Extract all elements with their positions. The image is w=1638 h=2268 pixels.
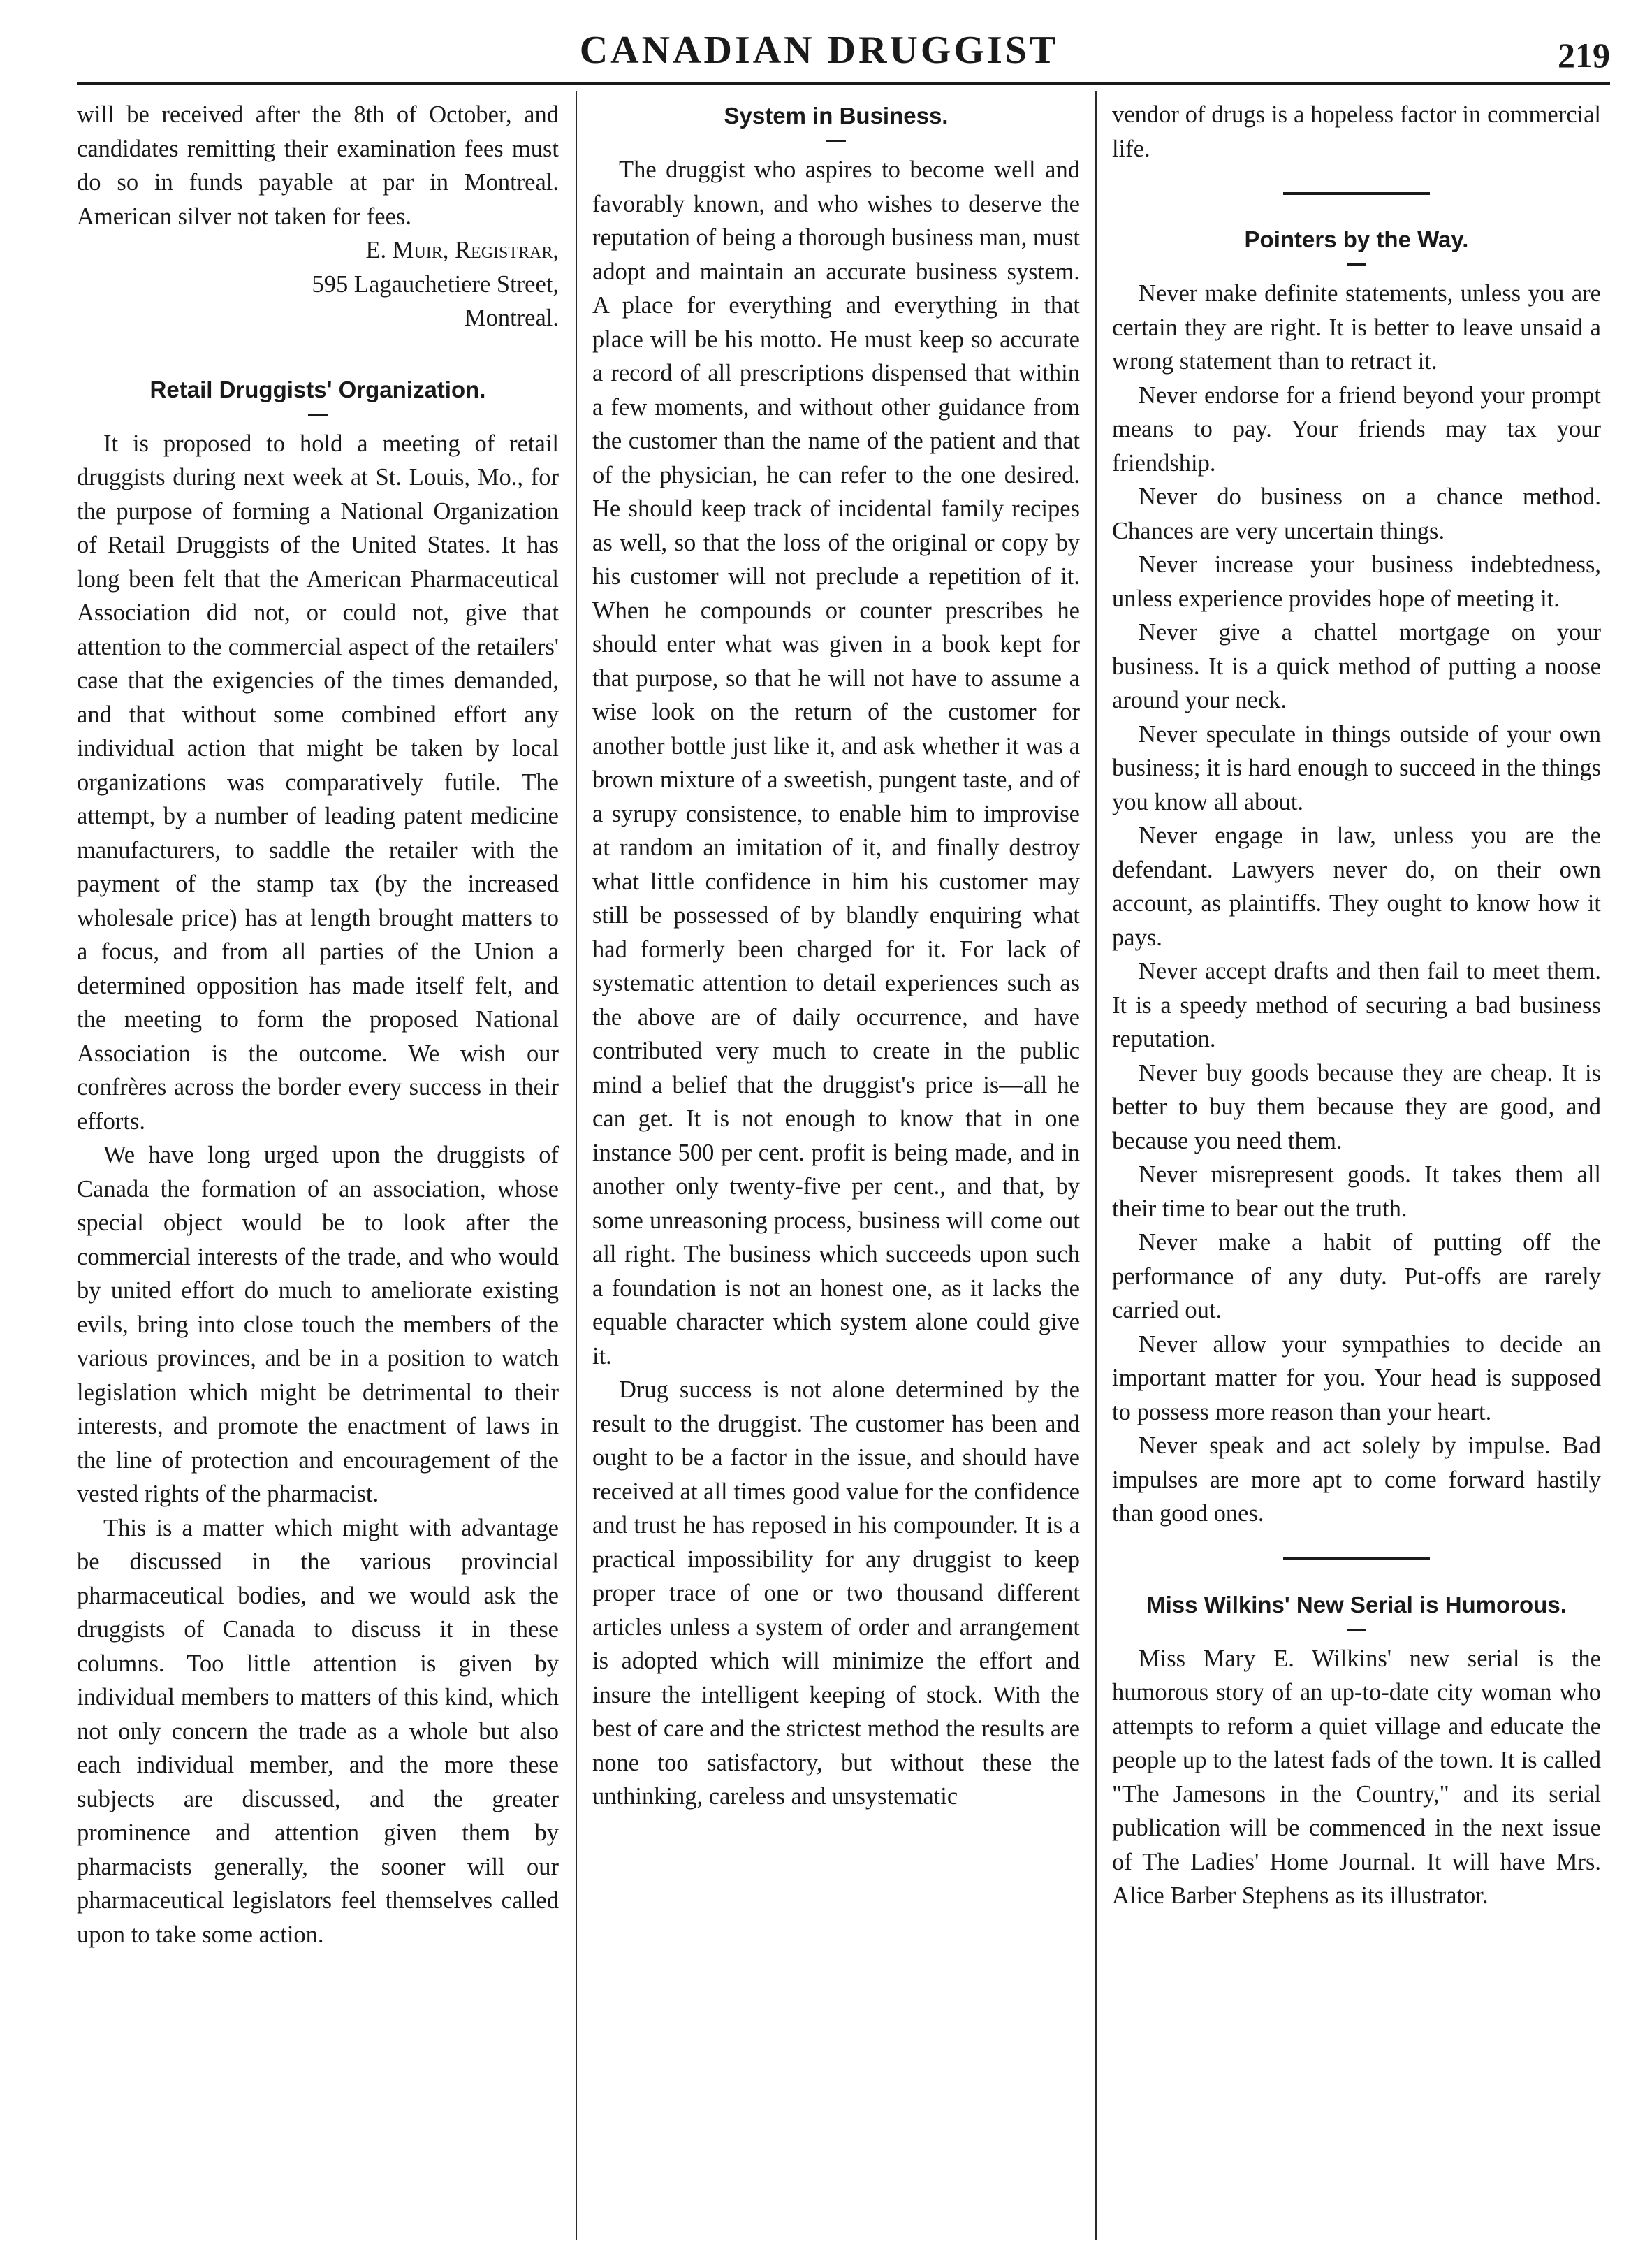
column-divider bbox=[1095, 91, 1097, 2240]
pointer-item: Never do business on a chance method. Chances are very uncertain things. bbox=[1112, 484, 1601, 544]
pointer-item: Never allow your sympathies to decide an important matter for you. Your head is supposed to possess more reason than your heart. bbox=[1112, 1330, 1601, 1425]
signature-name: E. Muir, Registrar, bbox=[365, 237, 559, 263]
section-rule bbox=[1283, 1557, 1430, 1560]
paragraph: Miss Mary E. Wilkins' new serial is the humorous story of an up-to-date city woman who attempts to reform a quiet village and educate the people up to the latest fads of the town. It is called "The Jamesons in the Country," and its serial publication will be commenced in the next issue of The Ladies' Home Journal. It will have Mrs. Alice Barber Stephens as its illustrator. bbox=[1112, 1645, 1601, 1909]
running-title: CANADIAN DRUGGIST bbox=[579, 29, 1059, 72]
heading-dash bbox=[826, 140, 846, 142]
paragraph: This is a matter which might with advantage be discussed in the various provincial pharmaceutical bodies, and we would ask the druggists of Canada to discuss it in these columns. Too little attention is given by individual members to matters of this kind, which not only concern the trade as a whole but also each individual member, and the more these subjects are discussed, and the greater prominence and attention given them by pharmacists generally, the sooner will our pharmaceutical legislators feel themselves called upon to take some action. bbox=[77, 1514, 559, 1948]
pointer-item: Never make definite statements, unless you are certain they are right. It is better to leave unsaid a wrong statement than to retract it. bbox=[1112, 280, 1601, 375]
column-divider bbox=[576, 91, 577, 2240]
heading-retail-druggists: Retail Druggists' Organization. bbox=[149, 376, 486, 402]
paragraph: Drug success is not alone determined by the result to the druggist. The customer has been and ought to be a factor in the issue, and should have received at all times good value for the confidence and trust he has reposed in his compounder. It is a practical impossibility for any druggist to keep proper trace of one or two thousand different articles unless a system of order and arrangement is adopted which will minimize the effort and insure the intelligent keeping of stock. With the best of care and the strictest method the results are none too satisfactory, but without these the unthinking, careless and unsystematic bbox=[592, 1376, 1080, 1810]
heading-dash bbox=[308, 414, 328, 416]
continued-paragraph: vendor of drugs is a hopeless factor in commercial life. bbox=[1112, 101, 1601, 162]
column-left bbox=[77, 98, 559, 2236]
column-middle bbox=[592, 98, 1080, 2236]
heading-dash bbox=[1347, 263, 1366, 266]
pointer-item: Never accept drafts and then fail to meet them. It is a speedy method of securing a bad business reputation. bbox=[1112, 958, 1601, 1052]
section-rule bbox=[1283, 192, 1430, 195]
heading-wilkins-serial: Miss Wilkins' New Serial is Humorous. bbox=[1146, 1591, 1567, 1618]
pointer-item: Never buy goods because they are cheap. It is better to buy them because they are good, and because you need them. bbox=[1112, 1059, 1601, 1154]
pointer-item: Never speak and act solely by impulse. Bad impulses are more apt to come forward hastily than good ones. bbox=[1112, 1432, 1601, 1527]
pointer-item: Never endorse for a friend beyond your prompt means to pay. Your friends may tax your friendship. bbox=[1112, 381, 1601, 477]
paragraph: The druggist who aspires to become well and favorably known, and who wishes to deserve the reputation of being a thorough business man, must adopt and maintain an accurate business system. A place for everything and everything in that place will be his motto. He must keep so accurate a record of all prescriptions dispensed that within a few moments, and without other guidance from the customer than the name of the patient and that of the physician, he can refer to the one desired. He should keep track of incidental family recipes as well, so that the loss of the original or copy by his customer will not preclude a repetition of it. When he compounds or counter prescribes he should enter what was given in a book kept for that purpose, so that he will not have to assume a wise look on the return of the customer for another bottle just like it, and ask whether it was a brown mixture of a sweetish, pungent taste, and of a syrupy consistence, to enable him to improvise at random an imitation of it, and finally destroy what little confidence in him his customer may still be possessed of by blandly enquiring what had formerly been charged for it. For lack of systematic attention to detail experiences such as the above are of daily occurrence, and have contributed very much to create in the public mind a belief that the druggist's price is—all he can get. It is not enough to know that in one instance 500 per cent. profit is being made, and in another only twenty-five per cent., and that, by some unreasoning process, business will come out all right. The business which succeeds upon such a foundation is not an honest one, as it lacks the equable character which system alone could give it. bbox=[592, 157, 1080, 1369]
registrar-signature bbox=[77, 233, 559, 335]
pointer-item: Never make a habit of putting off the performance of any duty. Put-offs are rarely carried out. bbox=[1112, 1229, 1601, 1323]
pointer-item: Never engage in law, unless you are the defendant. Lawyers never do, on their own account, as plaintiffs. They ought to know how it pays. bbox=[1112, 822, 1601, 951]
heading-dash bbox=[1347, 1629, 1366, 1631]
pointer-item: Never give a chattel mortgage on your business. It is a quick method of putting a noose around your neck. bbox=[1112, 619, 1601, 713]
heading-system-in-business: System in Business. bbox=[724, 103, 949, 129]
paragraph: It is proposed to hold a meeting of retail druggists during next week at St. Louis, Mo., for the purpose of forming a National Organization of Retail Druggists of the United States. It has long been felt that the American Pharmaceutical Association did not, or could not, give that attention to the commercial aspect of the retailers' case that the exigencies of the times demanded, and that without some combined effort any individual action that might be taken by local organizations was comparatively futile. The attempt, by a number of leading patent medicine manufacturers, to saddle the retailer with the payment of the stamp tax (by the increased wholesale price) has at length brought matters to a focus, and from all parties of the Union a determined opposition has made itself felt, and the meeting to form the proposed National Association is the outcome. We wish our confrères across the border every success in their efforts. bbox=[77, 430, 559, 1135]
pointer-item: Never increase your business indebtedness, unless experience provides hope of meeting it. bbox=[1112, 551, 1601, 612]
pointer-item: Never speculate in things outside of your own business; it is hard enough to succeed in the things you know all about. bbox=[1112, 720, 1601, 815]
continued-paragraph: will be received after the 8th of October, and candidates remitting their examination fees must do so in funds payable at par in Montreal. American silver not taken for fees. bbox=[77, 101, 559, 230]
signature-street: 595 Lagauchetiere Street, bbox=[312, 270, 559, 298]
column-right bbox=[1112, 98, 1601, 2236]
page-number: 219 bbox=[1558, 36, 1610, 75]
heading-pointers: Pointers by the Way. bbox=[1244, 226, 1469, 252]
page-header bbox=[0, 0, 1638, 91]
pointer-item: Never misrepresent goods. It takes them all their time to bear out the truth. bbox=[1112, 1161, 1601, 1222]
signature-city: Montreal. bbox=[464, 305, 559, 331]
header-rule bbox=[77, 82, 1610, 85]
paragraph: We have long urged upon the druggists of Canada the formation of an association, whose special object would be to look after the commercial interests of the trade, and who would by united effort do much to ameliorate existing evils, bring into close touch the members of the various provinces, and be in a position to watch legislation which might be detrimental to their interests, and promote the enactment of laws in the line of protection and encouragement of the vested rights of the pharmacist. bbox=[77, 1142, 559, 1507]
